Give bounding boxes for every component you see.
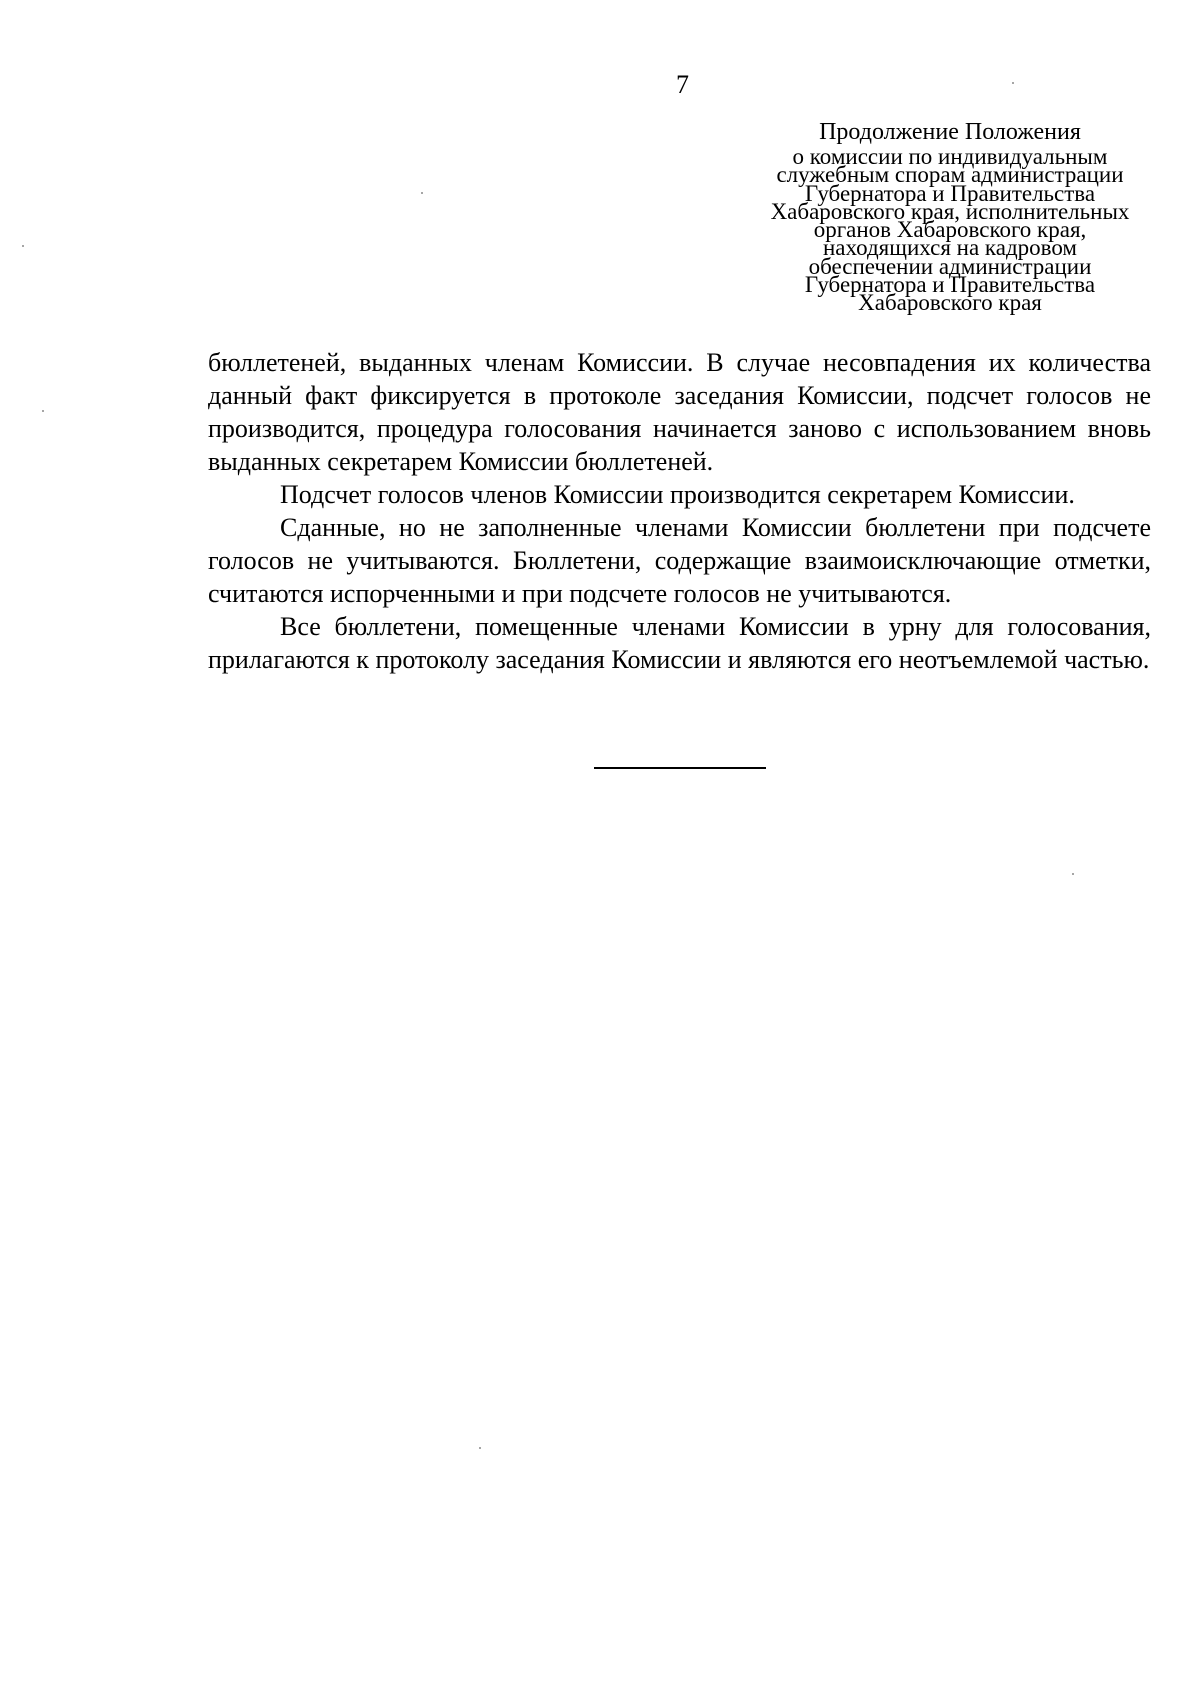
scan-speck [22,245,24,247]
header-line: о комиссии по индивидуальным [792,144,1108,169]
scan-speck [42,410,44,412]
document-body [208,346,1151,676]
scan-speck [1072,873,1074,875]
paragraph-continuation: бюллетеней, выданных членам Комиссии. В случае несовпадения их количества данный факт фиксируется в протоколе заседания Комиссии, подсчет голосов не производится, процедура голосования начинается заново с использованием вновь выданных секретарем Комиссии бюллетеней. [208,348,1151,476]
paragraph-blank-ballots: Сданные, но не заполненные членами Комиссии бюллетени при подсчете голосов не учитываются. Бюллетени, содержащие взаимоисключающие отметки, считаются испорченными и при подсчете голосов не учитываются. [208,513,1151,608]
header-line: органов Хабаровского края, [813,217,1087,243]
scan-speck [1012,82,1014,84]
scan-speck [479,1447,481,1449]
end-of-document-rule [594,767,766,769]
header-line: Губернатора и Правительства [804,180,1096,206]
paragraph-vote-count: Подсчет голосов членов Комиссии производится секретарем Комиссии. [280,480,1075,509]
scan-speck [421,192,423,194]
header-line: Губернатора и Правительства [804,272,1096,298]
header-line: находящихся на кадровом [823,235,1077,261]
header-line: служебным спорам администрации [776,162,1124,188]
paragraph-ballot-attachment: Все бюллетени, помещенные членами Комиссии в урну для голосования, прилагаются к протоколу заседания Комиссии и являются его неотъемлемой частью. [208,612,1151,674]
header-title: Продолжение Положения [819,119,1081,145]
header-line: Хабаровского края, исполнительных [770,198,1130,224]
header-line: обеспечении администрации [808,253,1092,279]
page-number: 7 [676,70,689,99]
document-header [740,118,1160,316]
header-line: Хабаровского края [858,290,1042,316]
